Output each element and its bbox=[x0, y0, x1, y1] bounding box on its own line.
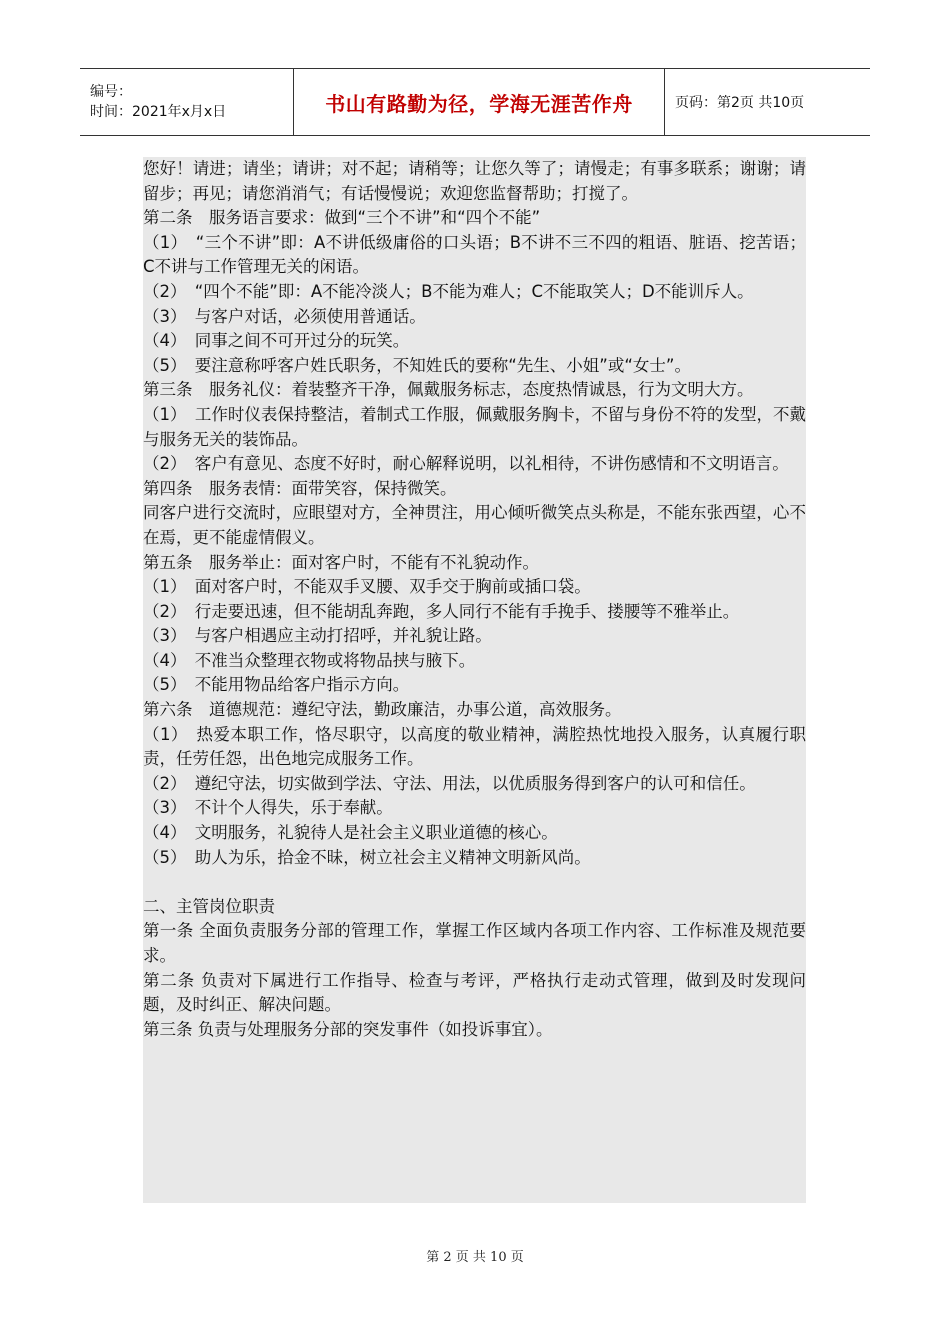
paragraph: （1） 工作时仪表保持整洁，着制式工作服，佩戴服务胸卡，不留与身份不符的发型，不戴与服务无关的装饰品。 bbox=[143, 404, 806, 449]
paragraph: 第二条 负责对下属进行工作指导、检查与考评，严格执行走动式管理，做到及时发现问题，及时纠正、解决问题。 bbox=[143, 970, 806, 1015]
paragraph: （2） 行走要迅速，但不能胡乱奔跑，多人同行不能有手挽手、搂腰等不雅举止。 bbox=[143, 601, 740, 621]
paragraph: 同客户进行交流时，应眼望对方，全神贯注，用心倾听微笑点头称是，不能东张西望，心不在焉，更不能虚情假义。 bbox=[143, 503, 806, 547]
paragraph: （4） 同事之间不可开过分的玩笑。 bbox=[143, 331, 410, 351]
paragraph: （1） 面对客户时，不能双手叉腰、双手交于胸前或插口袋。 bbox=[143, 577, 591, 597]
paragraph: 第五条 服务举止：面对客户时，不能有不礼貌动作。 bbox=[143, 552, 539, 572]
blank-line bbox=[143, 870, 806, 895]
paragraph: （2） “四个不能”即：A不能冷淡人；B不能为难人；C不能取笑人；D不能训斥人。 bbox=[143, 281, 754, 301]
paragraph: （4） 文明服务，礼貌待人是社会主义职业道德的核心。 bbox=[143, 823, 558, 843]
paragraph: 第六条 道德规范：遵纪守法，勤政廉洁，办事公道，高效服务。 bbox=[143, 700, 622, 720]
paragraph: （5） 要注意称呼客户姓氏职务，不知姓氏的要称“先生、小姐”或“女士”。 bbox=[143, 355, 691, 375]
paragraph: （3） 不计个人得失，乐于奉献。 bbox=[143, 798, 393, 818]
paragraph: （2） 遵纪守法，切实做到学法、守法、用法，以优质服务得到客户的认可和信任。 bbox=[143, 773, 756, 793]
paragraph: （3） 与客户对话，必须使用普通话。 bbox=[143, 306, 426, 326]
header-meta bbox=[80, 69, 294, 136]
document-number: 编号： bbox=[90, 84, 132, 100]
paragraph: （4） 不准当众整理衣物或将物品挟与腋下。 bbox=[143, 650, 476, 670]
paragraph: （1） “三个不讲”即：A不讲低级庸俗的口头语；B不讲不三不四的粗语、脏语、挖苦语；C不讲与工作管理无关的闲语。 bbox=[143, 232, 806, 277]
paragraph: （3） 与客户相遇应主动打招呼，并礼貌让路。 bbox=[143, 626, 492, 646]
paragraph: （5） 不能用物品给客户指示方向。 bbox=[143, 675, 410, 695]
document-body bbox=[143, 157, 806, 1203]
page-header bbox=[80, 68, 870, 136]
paragraph: 您好！请进；请坐；请讲；对不起；请稍等；让您久等了；请慢走；有事多联系；谢谢；请留步；再见；请您消消气；有话慢慢说；欢迎您监督帮助；打搅了。 bbox=[143, 159, 806, 203]
paragraph: （1） 热爱本职工作，恪尽职守，以高度的敬业精神，满腔热忱地投入服务，认真履行职责，任劳任怨，出色地完成服务工作。 bbox=[143, 724, 806, 769]
paragraph: 第二条 服务语言要求：做到“三个不讲”和“四个不能” bbox=[143, 208, 541, 228]
paragraph: （2） 客户有意见、态度不好时，耐心解释说明，以礼相待，不讲伤感情和不文明语言。 bbox=[143, 454, 789, 474]
header-page-info: 页码：第2页 共10页 bbox=[665, 69, 871, 136]
paragraph: 第三条 负责与处理服务分部的突发事件（如投诉事宜）。 bbox=[143, 1019, 553, 1039]
paragraph: 第三条 服务礼仪：着装整齐干净，佩戴服务标志，态度热情诚恳，行为文明大方。 bbox=[143, 380, 754, 400]
paragraph: 第一条 全面负责服务分部的管理工作，掌握工作区域内各项工作内容、工作标准及规范要求。 bbox=[143, 921, 806, 965]
header-motto: 书山有路勤为径，学海无涯苦作舟 bbox=[294, 69, 665, 136]
paragraph: （5） 助人为乐，拾金不昧，树立社会主义精神文明新风尚。 bbox=[143, 847, 591, 867]
page-footer: 第 2 页 共 10 页 bbox=[426, 1250, 524, 1265]
document-date: 时间：2021年x月x日 bbox=[90, 104, 227, 120]
paragraph: 二、主管岗位职责 bbox=[143, 896, 275, 916]
paragraph: 第四条 服务表情：面带笑容，保持微笑。 bbox=[143, 478, 457, 498]
